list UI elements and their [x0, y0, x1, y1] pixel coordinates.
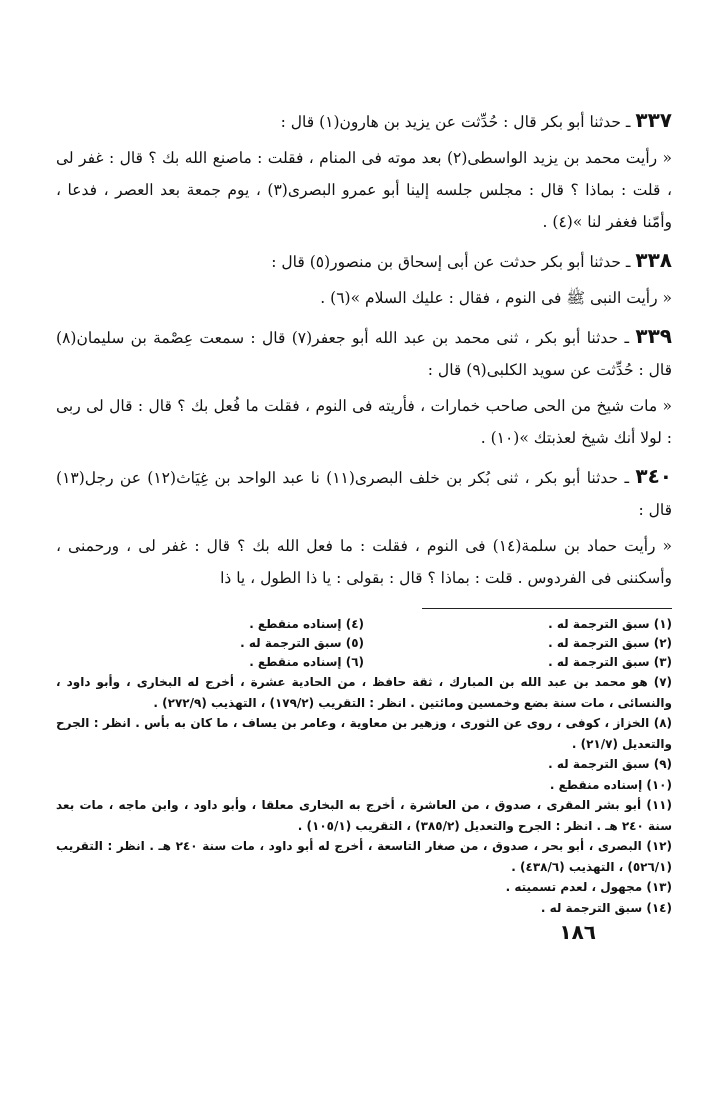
page-number: ١٨٦ [559, 920, 596, 944]
entry-isnad [56, 104, 672, 138]
footnote-2: (٢) سبق الترجمة له . [548, 636, 672, 650]
entry-text: « رأيت محمد بن يزيد الواسطى(٢) بعد موته فى المنام ، فقلت : ماصنع الله بك ؟ قال : غفر لى ، قلت : بماذا ؟ قال : مجلس جلسه إلينا أبو عمرو البصرى(٣) ، يوم جمعة بعد العصر ، فدعا ، وأمّنا فغفر لنا »(٤) . [56, 149, 672, 231]
footnote-4: (٤) إسناده منقطع . [249, 617, 364, 631]
footnote-7: (٧) هو محمد بن عبد الله بن المبارك ، ثقة حافظ ، من الحادية عشرة ، أخرج له البخارى ، وأبو داود ، والنسائى ، مات سنة بضع وخمسين ومائتين . انظر : التقريب (١٧٩/٢) ، التهذيب (٢٧٢/٩) . [56, 675, 672, 710]
isnad-text: ـ حدثنا أبو بكر ، ثنى محمد بن عبد الله أبو جعفر(٧) قال : سمعت عِصْمة بن سليمان(٨) قال : حُدِّثت عن سويد الكلبى(٩) قال : [56, 329, 672, 379]
footnote-5: (٥) سبق الترجمة له . [240, 636, 364, 650]
footnote-1: (١) سبق الترجمة له . [548, 617, 672, 631]
footnote-10: (١٠) إسناده منقطع . [549, 777, 672, 792]
footnote-6: (٦) إسناده منقطع . [249, 655, 364, 669]
entry-number: ٣٣٧ [635, 108, 672, 132]
page-content [56, 104, 672, 944]
footnote-9: (٩) سبق الترجمة له . [548, 757, 672, 771]
entry-isnad [56, 244, 672, 278]
footnotes-short [56, 615, 672, 672]
hadith-entry-337 [56, 104, 672, 238]
isnad-text: ـ حدثنا أبو بكر قال : حُدِّثت عن يزيد بن هارون(١) قال : [280, 113, 631, 131]
footnote-column-left [56, 615, 364, 672]
entry-text: « رأيت النبى ﷺ فى النوم ، فقال : عليك السلام »(٦) . [320, 289, 672, 307]
footnote-11: (١١) أبو بشر المقرى ، صدوق ، من العاشرة ، أخرج به البخارى معلقا ، وأبو داود ، وابن ماجه ، مات بعد سنة ٢٤٠ هـ . انظر : الجرح والتعديل (٣٨٥/٢) ، التقريب (١٠٥/١) . [56, 798, 672, 833]
footnote-12: (١٢) البصرى ، أبو بحر ، صدوق ، من صغار التاسعة ، أخرج له أبو داود ، مات سنة ٢٤٠ هـ . انظر : التقريب (٥٢٦/١) ، التهذيب (٤٣٨/٦) . [56, 839, 672, 874]
footnote-8: (٨) الخزاز ، كوفى ، روى عن الثورى ، وزهير بن معاوية ، وعامر بن يساف ، ما كان به بأس . انظر : الجرح والتعديل (٢١/٧) . [56, 716, 672, 751]
isnad-text: ـ حدثنا أبو بكر ، ثنى بُكر بن خلف البصرى(١١) نا عبد الواحد بن غِيَاث(١٢) عن رجل(١٣) قال : [56, 469, 672, 519]
entry-isnad [56, 460, 672, 526]
footnote-14: (١٤) سبق الترجمة له . [540, 900, 672, 915]
entry-isnad [56, 320, 672, 386]
footnote-3: (٣) سبق الترجمة له . [548, 655, 672, 669]
hadith-entry-340 [56, 460, 672, 594]
footnote-column-right [364, 615, 672, 672]
entry-number: ٣٤٠ [635, 464, 672, 488]
hadith-entry-339 [56, 320, 672, 454]
hadith-entry-338 [56, 244, 672, 314]
entry-number: ٣٣٩ [635, 324, 672, 348]
entry-text: « مات شيخ من الحى صاحب خمارات ، فأريته فى النوم ، فقلت ما فُعل بك ؟ قال : قال لى ربى : لولا أنك شيخ لعذبتك »(١٠) . [56, 397, 672, 447]
footnote-13: (١٣) مجهول ، لعدم تسميته . [505, 880, 672, 894]
entry-number: ٣٣٨ [635, 248, 672, 272]
footnote-divider [422, 608, 672, 609]
isnad-text: ـ حدثنا أبو بكر حدثت عن أبى إسحاق بن منصور(٥) قال : [271, 253, 631, 271]
footnotes-long [56, 672, 672, 918]
entry-text: « رأيت حماد بن سلمة(١٤) فى النوم ، فقلت : ما فعل الله بك ؟ قال : غفر لى ، ورحمنى ، وأسكننى فى الفردوس . قلت : بماذا ؟ قال : بقولى : يا ذا الطول ، يا ذا [56, 537, 673, 587]
